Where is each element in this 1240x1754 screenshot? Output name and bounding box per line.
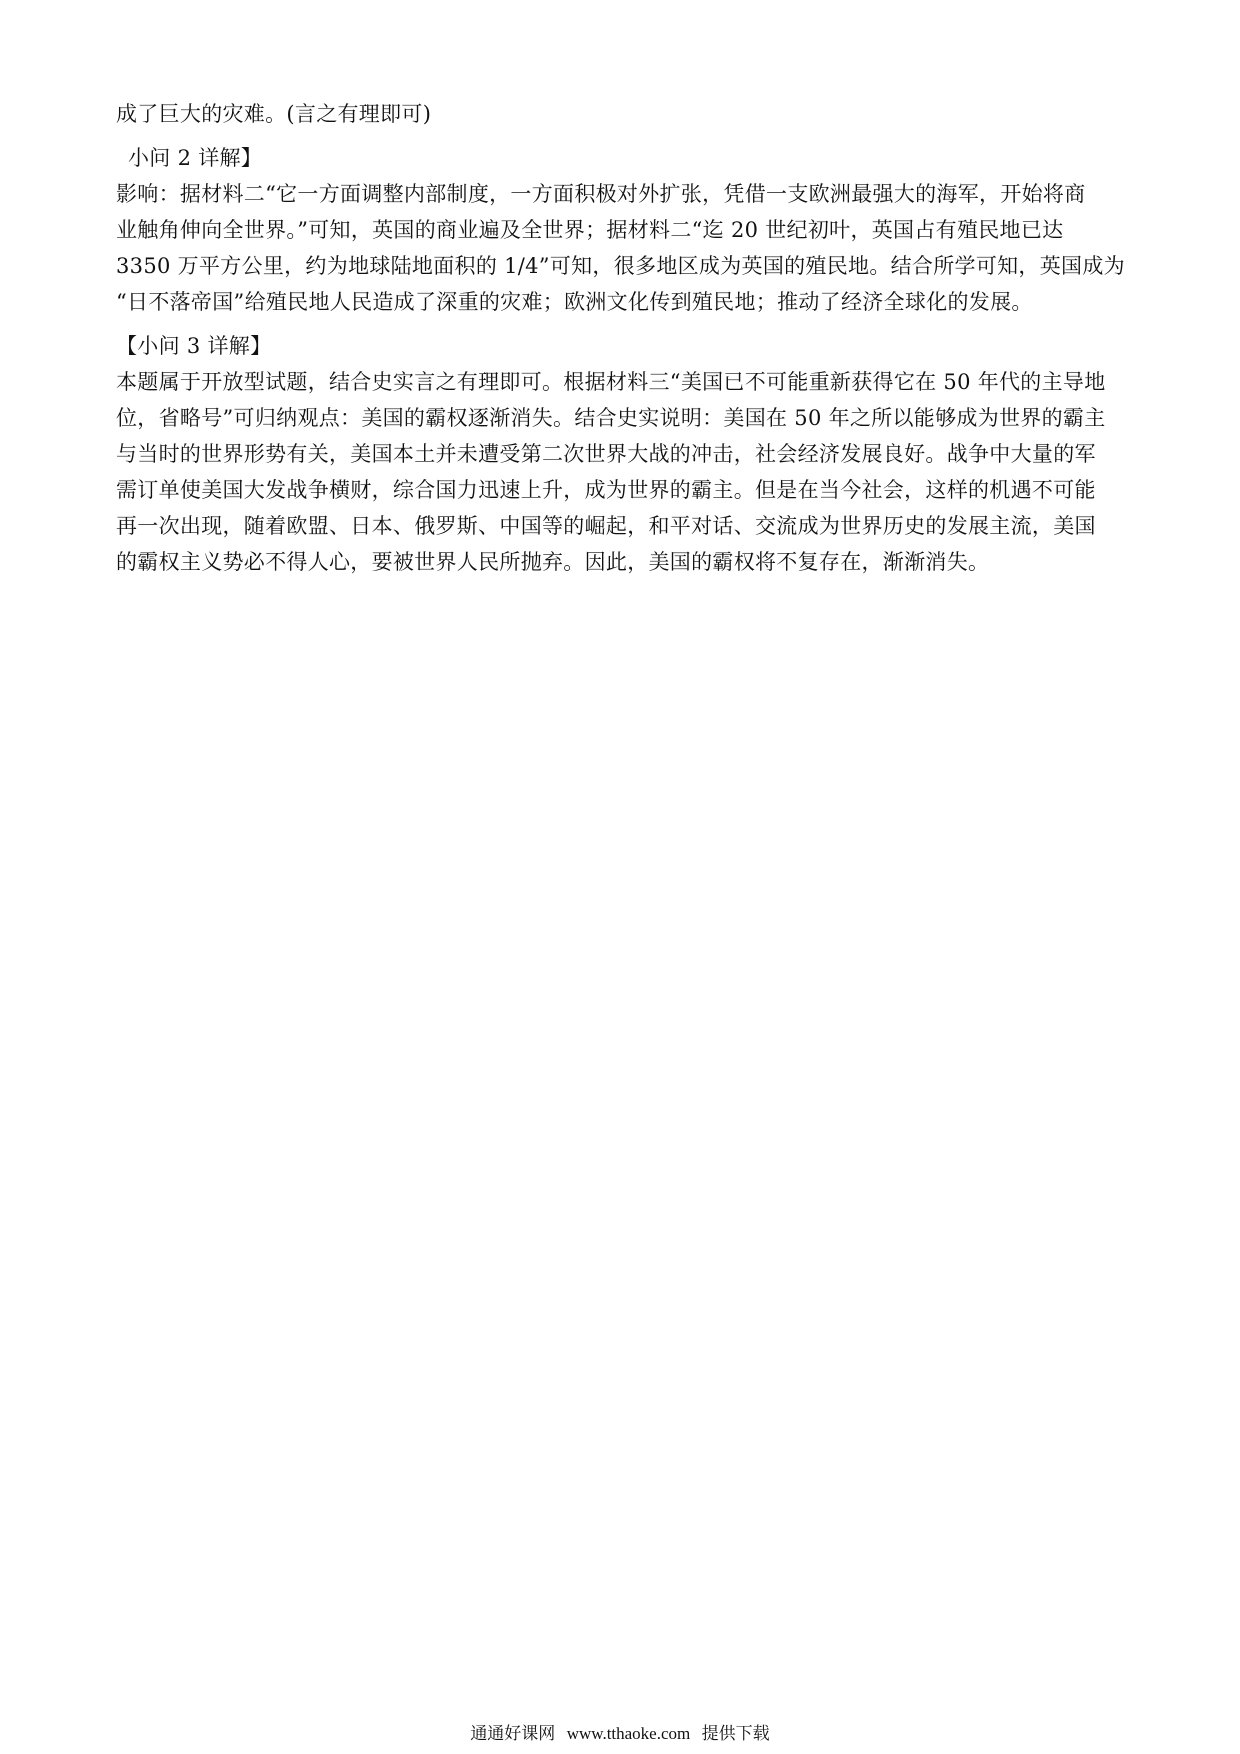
text-line: 再一次出现，随着欧盟、日本、俄罗斯、中国等的崛起，和平对话、交流成为世界历史的发展主流，美国 [116, 514, 1096, 538]
text-line: 成了巨大的灾难。(言之有理即可) [116, 102, 432, 126]
text-line: “日不落帝国”给殖民地人民造成了深重的灾难；欧洲文化传到殖民地；推动了经济全球化的发展。 [116, 290, 1033, 314]
text-line: 的霸权主义势必不得人心，要被世界人民所抛弃。因此，美国的霸权将不复存在，渐渐消失。 [116, 550, 990, 574]
text-line: 本题属于开放型试题，结合史实言之有理即可。根据材料三“美国已不可能重新获得它在 50 年代的主导地 [116, 370, 1106, 394]
footer-suffix: 提供下载 [701, 1724, 770, 1744]
section-heading-question-2: 小问 2 详解】 [128, 146, 263, 170]
page-footer [0, 1722, 1240, 1746]
text-line: 业触角伸向全世界。”可知，英国的商业遍及全世界；据材料二“迄 20 世纪初叶，英国占有殖民地已达 [116, 218, 1064, 242]
text-line: 3350 万平方公里，约为地球陆地面积的 1/4”可知，很多地区成为英国的殖民地。结合所学可知，英国成为 [116, 254, 1125, 278]
document-body [116, 96, 1126, 580]
text-line: 需订单使美国大发战争横财，综合国力迅速上升，成为世界的霸主。但是在当今社会，这样的机遇不可能 [116, 478, 1096, 502]
section-heading-question-3: 【小问 3 详解】 [116, 334, 272, 358]
text-line: 影响：据材料二“它一方面调整内部制度，一方面积极对外扩张，凭借一支欧洲最强大的海军，开始将商 [116, 182, 1086, 206]
footer-site-name: 通通好课网 [470, 1724, 556, 1744]
footer-url-link[interactable]: www.tthaoke.com [566, 1724, 691, 1743]
text-line: 位，省略号”可归纳观点：美国的霸权逐渐消失。结合史实说明：美国在 50 年之所以能够成为世界的霸主 [116, 406, 1106, 430]
text-line: 与当时的世界形势有关，美国本土并未遭受第二次世界大战的冲击，社会经济发展良好。战争中大量的军 [116, 442, 1096, 466]
